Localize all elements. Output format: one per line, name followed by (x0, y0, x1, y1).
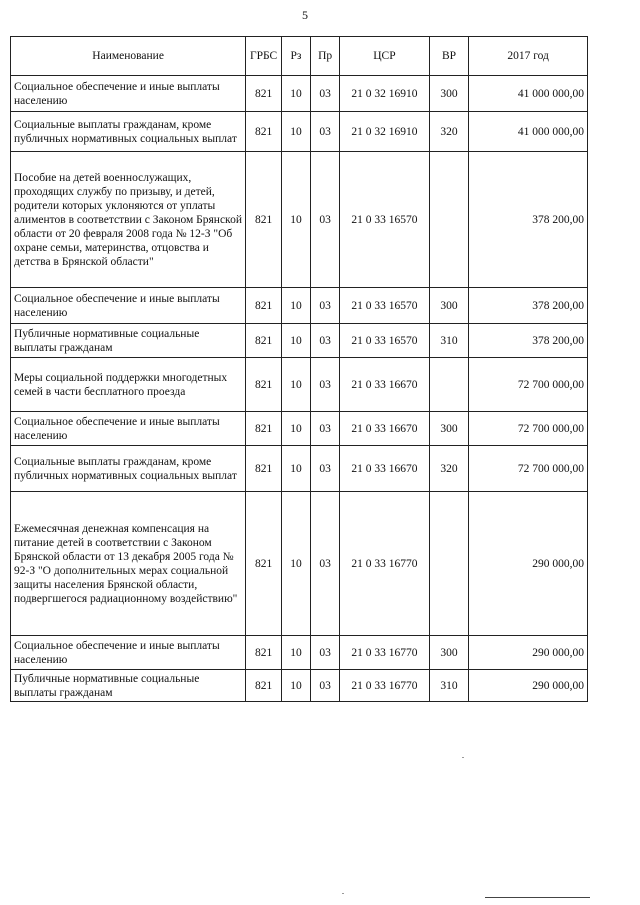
cell-csr: 21 0 32 16910 (340, 76, 430, 112)
cell-name: Социальное обеспечение и иные выплаты населению (11, 636, 246, 670)
cell-rz: 10 (281, 412, 310, 446)
cell-rz: 10 (281, 358, 310, 412)
cell-rz: 10 (281, 670, 310, 702)
cell-pr: 03 (311, 446, 340, 492)
cell-amount: 72 700 000,00 (469, 358, 588, 412)
cell-rz: 10 (281, 446, 310, 492)
table-row (11, 112, 588, 152)
table-body (11, 76, 588, 702)
scan-speck (342, 893, 344, 894)
cell-amount: 378 200,00 (469, 152, 588, 288)
cell-pr: 03 (311, 636, 340, 670)
cell-name: Публичные нормативные социальные выплаты гражданам (11, 324, 246, 358)
cell-grbs: 821 (246, 670, 282, 702)
cell-vr: 300 (429, 288, 469, 324)
cell-vr: 300 (429, 76, 469, 112)
cell-pr: 03 (311, 288, 340, 324)
cell-csr: 21 0 33 16770 (340, 670, 430, 702)
header-grbs: ГРБС (246, 37, 282, 76)
cell-vr (429, 492, 469, 636)
cell-grbs: 821 (246, 412, 282, 446)
cell-amount: 290 000,00 (469, 636, 588, 670)
cell-vr: 310 (429, 324, 469, 358)
cell-vr (429, 358, 469, 412)
cell-amount: 72 700 000,00 (469, 446, 588, 492)
cell-vr (429, 152, 469, 288)
table-row (11, 76, 588, 112)
cell-grbs: 821 (246, 112, 282, 152)
page-number: 5 (302, 8, 308, 22)
cell-name: Социальные выплаты гражданам, кроме публичных нормативных социальных выплат (11, 112, 246, 152)
table-header-row (11, 37, 588, 76)
budget-table (10, 36, 588, 702)
cell-grbs: 821 (246, 358, 282, 412)
table-row (11, 446, 588, 492)
cell-name: Пособие на детей военнослужащих, проходящих службу по призыву, и детей, родители которых уклоняются от уплаты алиментов в соответствии с Законом Брянской области от 20 февраля 2008 года № 12-З "Об охране семьи, материнства, отцовства и детства в Брянской области" (11, 152, 246, 288)
footer-line (485, 897, 590, 898)
cell-csr: 21 0 33 16570 (340, 324, 430, 358)
cell-rz: 10 (281, 636, 310, 670)
cell-amount: 378 200,00 (469, 288, 588, 324)
cell-csr: 21 0 33 16770 (340, 636, 430, 670)
header-pr: Пр (311, 37, 340, 76)
header-name: Наименование (11, 37, 246, 76)
cell-pr: 03 (311, 324, 340, 358)
cell-vr: 300 (429, 636, 469, 670)
cell-grbs: 821 (246, 324, 282, 358)
cell-grbs: 821 (246, 76, 282, 112)
table-row (11, 152, 588, 288)
cell-rz: 10 (281, 76, 310, 112)
cell-csr: 21 0 33 16670 (340, 446, 430, 492)
cell-pr: 03 (311, 412, 340, 446)
cell-name: Социальное обеспечение и иные выплаты населению (11, 412, 246, 446)
cell-vr: 320 (429, 446, 469, 492)
cell-name: Социальные выплаты гражданам, кроме публичных нормативных социальных выплат (11, 446, 246, 492)
cell-rz: 10 (281, 492, 310, 636)
table-row (11, 636, 588, 670)
cell-grbs: 821 (246, 152, 282, 288)
cell-amount: 72 700 000,00 (469, 412, 588, 446)
cell-vr: 310 (429, 670, 469, 702)
cell-csr: 21 0 33 16570 (340, 288, 430, 324)
table-row (11, 412, 588, 446)
cell-name: Публичные нормативные социальные выплаты гражданам (11, 670, 246, 702)
table-row (11, 324, 588, 358)
cell-pr: 03 (311, 112, 340, 152)
cell-amount: 290 000,00 (469, 492, 588, 636)
cell-grbs: 821 (246, 492, 282, 636)
table-row (11, 670, 588, 702)
header-vr: ВР (429, 37, 469, 76)
header-csr: ЦСР (340, 37, 430, 76)
cell-rz: 10 (281, 324, 310, 358)
cell-csr: 21 0 32 16910 (340, 112, 430, 152)
cell-vr: 300 (429, 412, 469, 446)
cell-name: Социальное обеспечение и иные выплаты населению (11, 76, 246, 112)
cell-rz: 10 (281, 288, 310, 324)
cell-name: Меры социальной поддержки многодетных семей в части бесплатного проезда (11, 358, 246, 412)
cell-pr: 03 (311, 358, 340, 412)
cell-pr: 03 (311, 670, 340, 702)
cell-csr: 21 0 33 16770 (340, 492, 430, 636)
cell-name: Социальное обеспечение и иные выплаты населению (11, 288, 246, 324)
cell-csr: 21 0 33 16670 (340, 358, 430, 412)
cell-grbs: 821 (246, 446, 282, 492)
cell-vr: 320 (429, 112, 469, 152)
cell-grbs: 821 (246, 288, 282, 324)
table-row (11, 358, 588, 412)
cell-pr: 03 (311, 76, 340, 112)
cell-rz: 10 (281, 152, 310, 288)
cell-rz: 10 (281, 112, 310, 152)
header-amount: 2017 год (469, 37, 588, 76)
cell-grbs: 821 (246, 636, 282, 670)
cell-pr: 03 (311, 152, 340, 288)
scan-speck (462, 757, 464, 758)
cell-amount: 290 000,00 (469, 670, 588, 702)
cell-pr: 03 (311, 492, 340, 636)
header-rz: Рз (281, 37, 310, 76)
cell-amount: 378 200,00 (469, 324, 588, 358)
cell-csr: 21 0 33 16570 (340, 152, 430, 288)
cell-csr: 21 0 33 16670 (340, 412, 430, 446)
cell-amount: 41 000 000,00 (469, 76, 588, 112)
cell-amount: 41 000 000,00 (469, 112, 588, 152)
cell-name: Ежемесячная денежная компенсация на питание детей в соответствии с Законом Брянской области от 13 декабря 2005 года № 92-З "О дополнительных мерах социальной защиты населения Брянской области, подвергшегося радиационному воздействию" (11, 492, 246, 636)
table-row (11, 288, 588, 324)
table-row (11, 492, 588, 636)
